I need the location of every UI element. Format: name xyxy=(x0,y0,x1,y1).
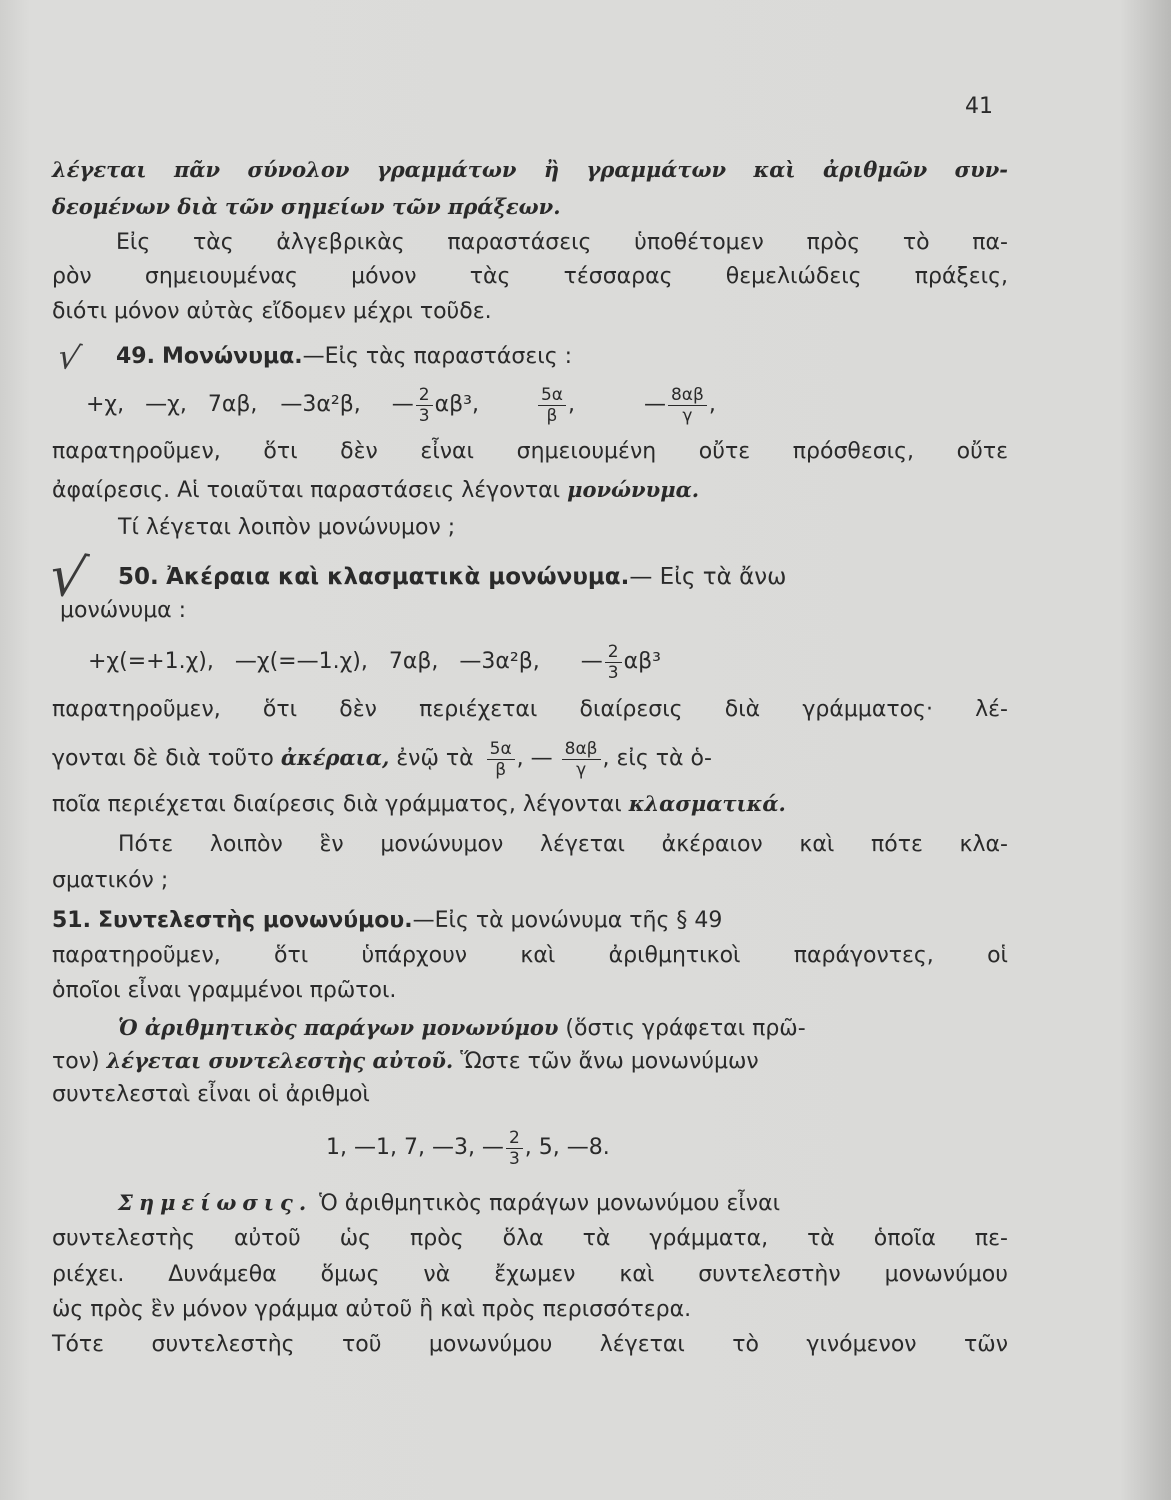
text-line: Τότε συντελεστὴς τοῦ μονωνύμου λέγεται τὸ γινόμενον τῶν xyxy=(52,1332,1008,1357)
section-intro: — Εἰς τὰ ἄνω xyxy=(629,564,787,590)
section-50-heading xyxy=(118,562,1008,592)
fraction-numerator: 8αβ xyxy=(562,739,601,760)
coefficient-list xyxy=(326,1124,926,1172)
fraction xyxy=(562,739,601,780)
text-line: συντελεστὴς αὐτοῦ ὡς πρὸς ὅλα τὰ γράμματα, τὰ ὁποῖα πε- xyxy=(52,1226,1008,1251)
section-49-heading xyxy=(116,342,916,372)
text-line xyxy=(52,1046,1008,1076)
text-line: διότι μόνον αὐτὰς εἴδομεν μέχρι τοῦδε. xyxy=(52,299,492,324)
expression: —3α²β, xyxy=(459,649,540,674)
fraction xyxy=(416,385,433,426)
fraction-numerator: 8αβ xyxy=(668,385,707,406)
section-title: Μονώνυμα. xyxy=(161,344,303,369)
fraction-denominator: β xyxy=(546,405,558,426)
text-line: παρατηροῦμεν, ὅτι ὑπάρχουν καὶ ἀριθμητικοὶ παράγοντες, οἱ xyxy=(52,943,1008,968)
section-number: 50. xyxy=(118,564,159,590)
section-title: Συντελεστὴς μονωνύμου. xyxy=(97,908,413,933)
text-span: Ὥστε τῶν ἄνω μονωνύμων xyxy=(453,1049,759,1074)
section-intro: —Εἰς τὰ μονώνυμα τῆς § 49 xyxy=(412,908,723,933)
expression: —χ, xyxy=(145,392,187,417)
expression: —χ(=—1.χ), xyxy=(234,649,368,674)
expression: — xyxy=(580,649,603,674)
text-line xyxy=(52,736,1008,780)
question: Πότε λοιπὸν ἓν μονώνυμον λέγεται ἀκέραιον καὶ πότε κλα- xyxy=(118,832,1008,857)
text-span: (ὅστις γράφεται πρῶ- xyxy=(558,1016,806,1041)
text-span: , εἰς τὰ ὁ- xyxy=(602,746,712,771)
fraction-numerator: 2 xyxy=(506,1128,523,1149)
text-line: λέγεται πᾶν σύνολον γραμμάτων ἢ γραμμάτων καὶ ἀριθμῶν συν- xyxy=(52,157,1008,182)
text-line: δεομένων διὰ τῶν σημείων τῶν πράξεων. xyxy=(52,194,561,219)
section-intro: —Εἰς τὰς παραστάσεις : xyxy=(302,344,573,369)
text-line xyxy=(118,1188,1008,1218)
fraction-denominator: γ xyxy=(682,405,693,426)
fraction-denominator: 3 xyxy=(607,662,619,683)
expression: —3α²β, xyxy=(280,392,361,417)
note-label: Σημείωσις. xyxy=(118,1190,313,1215)
expression: , xyxy=(708,392,716,417)
text-line: ρὸν σημειουμένας μόνον τὰς τέσσαρας θεμελιώδεις πράξεις, xyxy=(52,264,1008,289)
question: Τί λέγεται λοιπὸν μονώνυμον ; xyxy=(118,515,456,540)
text-line: ὁποῖοι εἶναι γραμμένοι πρῶτοι. xyxy=(52,978,397,1003)
text-span: γονται δὲ διὰ τοῦτο xyxy=(52,746,281,771)
term-emphasis: κλασματικά. xyxy=(628,791,786,816)
page-number: 41 xyxy=(965,94,993,119)
term-emphasis: μονώνυμα. xyxy=(567,477,700,502)
text-span: , — xyxy=(516,746,553,771)
text-line: παρατηροῦμεν, ὅτι δὲν εἶναι σημειουμένη οὔτε πρόσθεσις, οὔτε xyxy=(52,439,1008,464)
fraction-numerator: 5α xyxy=(487,739,515,760)
check-mark-icon: √ xyxy=(54,336,84,380)
section-title: Ἀκέραια καὶ κλασματικὰ μονώνυμα. xyxy=(166,564,630,590)
fraction xyxy=(605,642,622,683)
expression: 7αβ, xyxy=(207,392,258,417)
text-line: μονώνυμα : xyxy=(60,598,187,623)
fraction xyxy=(538,385,566,426)
monomial-list xyxy=(52,640,1008,684)
question: σματικόν ; xyxy=(52,868,169,893)
section-number: 51. xyxy=(52,908,91,933)
term-emphasis: ἀκέραια, xyxy=(280,745,390,770)
expression: +χ, xyxy=(86,392,125,417)
text-span: ἀφαίρεσις. Αἱ τοιαῦται παραστάσεις λέγονται xyxy=(52,478,568,503)
check-mark-icon: √ xyxy=(44,542,92,613)
monomial-list xyxy=(52,383,1008,427)
expression: , 5, —8. xyxy=(524,1135,610,1160)
fraction xyxy=(487,739,515,780)
expression: — xyxy=(391,392,414,417)
fraction xyxy=(668,385,707,426)
text-span: ποῖα περιέχεται διαίρεσις διὰ γράμματος, λέγονται xyxy=(52,792,629,817)
fraction-denominator: γ xyxy=(576,759,587,780)
fraction-denominator: 3 xyxy=(508,1148,520,1169)
text-line: ριέχει. Δυνάμεθα ὅμως νὰ ἔχωμεν καὶ συντελεστὴν μονωνύμου xyxy=(52,1262,1008,1287)
fraction-numerator: 2 xyxy=(605,642,622,663)
expression: — xyxy=(643,392,666,417)
fraction-denominator: β xyxy=(495,759,507,780)
section-number: 49. xyxy=(116,344,155,369)
text-line: παρατηροῦμεν, ὅτι δὲν περιέχεται διαίρεσις διὰ γράμματος· λέ- xyxy=(52,697,1008,722)
expression: αβ³ xyxy=(623,649,661,674)
text-line xyxy=(52,475,1008,505)
expression: +χ(=+1.χ), xyxy=(88,649,214,674)
text-line: Εἰς τὰς ἀλγεβρικὰς παραστάσεις ὑποθέτομεν πρὸς τὸ πα- xyxy=(116,230,1008,255)
term-emphasis: Ὁ ἀριθμητικὸς παράγων μονωνύμου xyxy=(118,1015,559,1040)
fraction xyxy=(506,1128,523,1169)
text-span: τον) xyxy=(52,1049,107,1074)
text-span: ἐνῷ τὰ xyxy=(389,746,474,771)
text-span: Ὁ ἀριθμητικὸς παράγων μονωνύμου εἶναι xyxy=(312,1191,781,1216)
expression: 7αβ, xyxy=(388,649,439,674)
fraction-numerator: 2 xyxy=(416,385,433,406)
text-line xyxy=(52,789,1008,819)
text-line: συντελεσταὶ εἶναι οἱ ἀριθμοὶ xyxy=(52,1082,370,1107)
expression: , xyxy=(567,392,575,417)
text-line: ὡς πρὸς ἓν μόνον γράμμα αὐτοῦ ἢ καὶ πρὸς περισσότερα. xyxy=(52,1297,692,1322)
section-51-heading xyxy=(52,906,1008,936)
expression: 1, —1, 7, —3, — xyxy=(326,1135,504,1160)
fraction-numerator: 5α xyxy=(538,385,566,406)
expression: αβ³, xyxy=(434,392,479,417)
fraction-denominator: 3 xyxy=(418,405,430,426)
text-line xyxy=(118,1013,1008,1043)
term-emphasis: λέγεται συντελεστὴς αὐτοῦ. xyxy=(106,1048,454,1073)
